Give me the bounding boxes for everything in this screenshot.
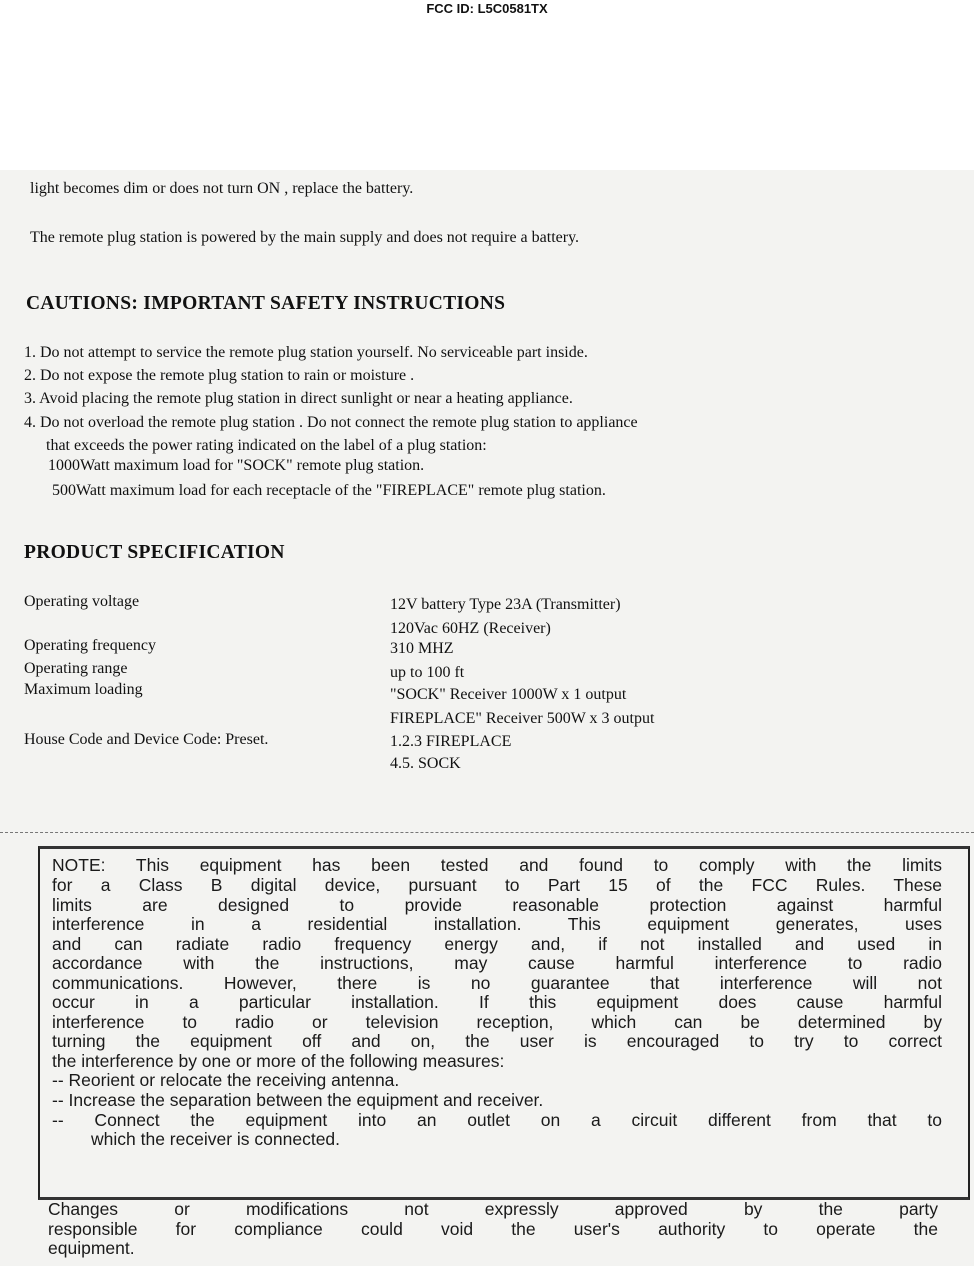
caution-item: 2. Do not expose the remote plug station to rain or moisture . bbox=[24, 367, 415, 384]
caution-item: 3. Avoid placing the remote plug station in direct sunlight or near a heating appliance. bbox=[24, 390, 573, 407]
fcc-id-header: FCC ID: L5C0581TX bbox=[426, 1, 548, 16]
note-line: NOTE: This equipment has been tested and found to comply with the limits bbox=[52, 855, 942, 875]
caution-item: 1000Watt maximum load for "SOCK" remote plug station. bbox=[48, 457, 425, 474]
spec-value: 310 MHZ bbox=[390, 640, 454, 657]
spec-label: Operating frequency bbox=[24, 637, 156, 654]
caution-item: that exceeds the power rating indicated on the label of a plug station: bbox=[46, 437, 487, 454]
caution-item: 500Watt maximum load for each receptacle of the "FIREPLACE" remote plug station. bbox=[52, 482, 606, 499]
caution-item: 4. Do not overload the remote plug station . Do not connect the remote plug station to appliance bbox=[24, 414, 638, 431]
spec-value: 4.5. SOCK bbox=[390, 755, 461, 772]
spec-value: 120Vac 60HZ (Receiver) bbox=[390, 620, 551, 637]
spec-label: Operating range bbox=[24, 660, 128, 677]
changes-line: equipment. bbox=[48, 1238, 135, 1258]
note-line: interference in a residential installation. This equipment generates, uses bbox=[52, 914, 942, 934]
note-line: occur in a particular installation. If this equipment does cause harmful bbox=[52, 992, 942, 1012]
changes-line: responsible for compliance could void the user's authority to operate the bbox=[48, 1219, 938, 1239]
note-measure: -- Reorient or relocate the receiving antenna. bbox=[52, 1070, 400, 1090]
caution-item: 1. Do not attempt to service the remote plug station yourself. No serviceable part inside. bbox=[24, 344, 588, 361]
spec-label: House Code and Device Code: Preset. bbox=[24, 731, 269, 748]
spec-label: Maximum loading bbox=[24, 681, 143, 698]
note-line: interference to radio or television reception, which can be determined by bbox=[52, 1012, 942, 1032]
spec-value: "SOCK" Receiver 1000W x 1 output bbox=[390, 686, 627, 703]
intro-line: The remote plug station is powered by the main supply and does not require a battery. bbox=[30, 229, 580, 246]
spec-value: FIREPLACE" Receiver 500W x 3 output bbox=[390, 710, 655, 727]
note-measure: -- Connect the equipment into an outlet on a circuit different from that to bbox=[52, 1110, 942, 1130]
note-line: limits are designed to provide reasonable protection against harmful bbox=[52, 895, 942, 915]
note-line: turning the equipment off and on, the user is encouraged to try to correct bbox=[52, 1031, 942, 1051]
cautions-title: CAUTIONS: IMPORTANT SAFETY INSTRUCTIONS bbox=[26, 293, 506, 314]
note-line: for a Class B digital device, pursuant to Part 15 of the FCC Rules. These bbox=[52, 875, 942, 895]
note-line: and can radiate radio frequency energy and, if not installed and used in bbox=[52, 934, 942, 954]
note-measure: which the receiver is connected. bbox=[91, 1129, 341, 1149]
changes-line: Changes or modifications not expressly approved by the party bbox=[48, 1199, 938, 1219]
note-line: the interference by one or more of the following measures: bbox=[52, 1051, 505, 1071]
spec-title: PRODUCT SPECIFICATION bbox=[24, 542, 285, 563]
note-measure: -- Increase the separation between the equipment and receiver. bbox=[52, 1090, 544, 1110]
spec-value: 12V battery Type 23A (Transmitter) bbox=[390, 596, 621, 613]
spec-label: Operating voltage bbox=[24, 593, 140, 610]
intro-line: light becomes dim or does not turn ON , replace the battery. bbox=[30, 180, 414, 197]
note-line: communications. However, there is no guarantee that interference will not bbox=[52, 973, 942, 993]
spec-value: 1.2.3 FIREPLACE bbox=[390, 733, 512, 750]
divider bbox=[0, 832, 974, 833]
note-line: accordance with the instructions, may cause harmful interference to radio bbox=[52, 953, 942, 973]
spec-value: up to 100 ft bbox=[390, 664, 465, 681]
